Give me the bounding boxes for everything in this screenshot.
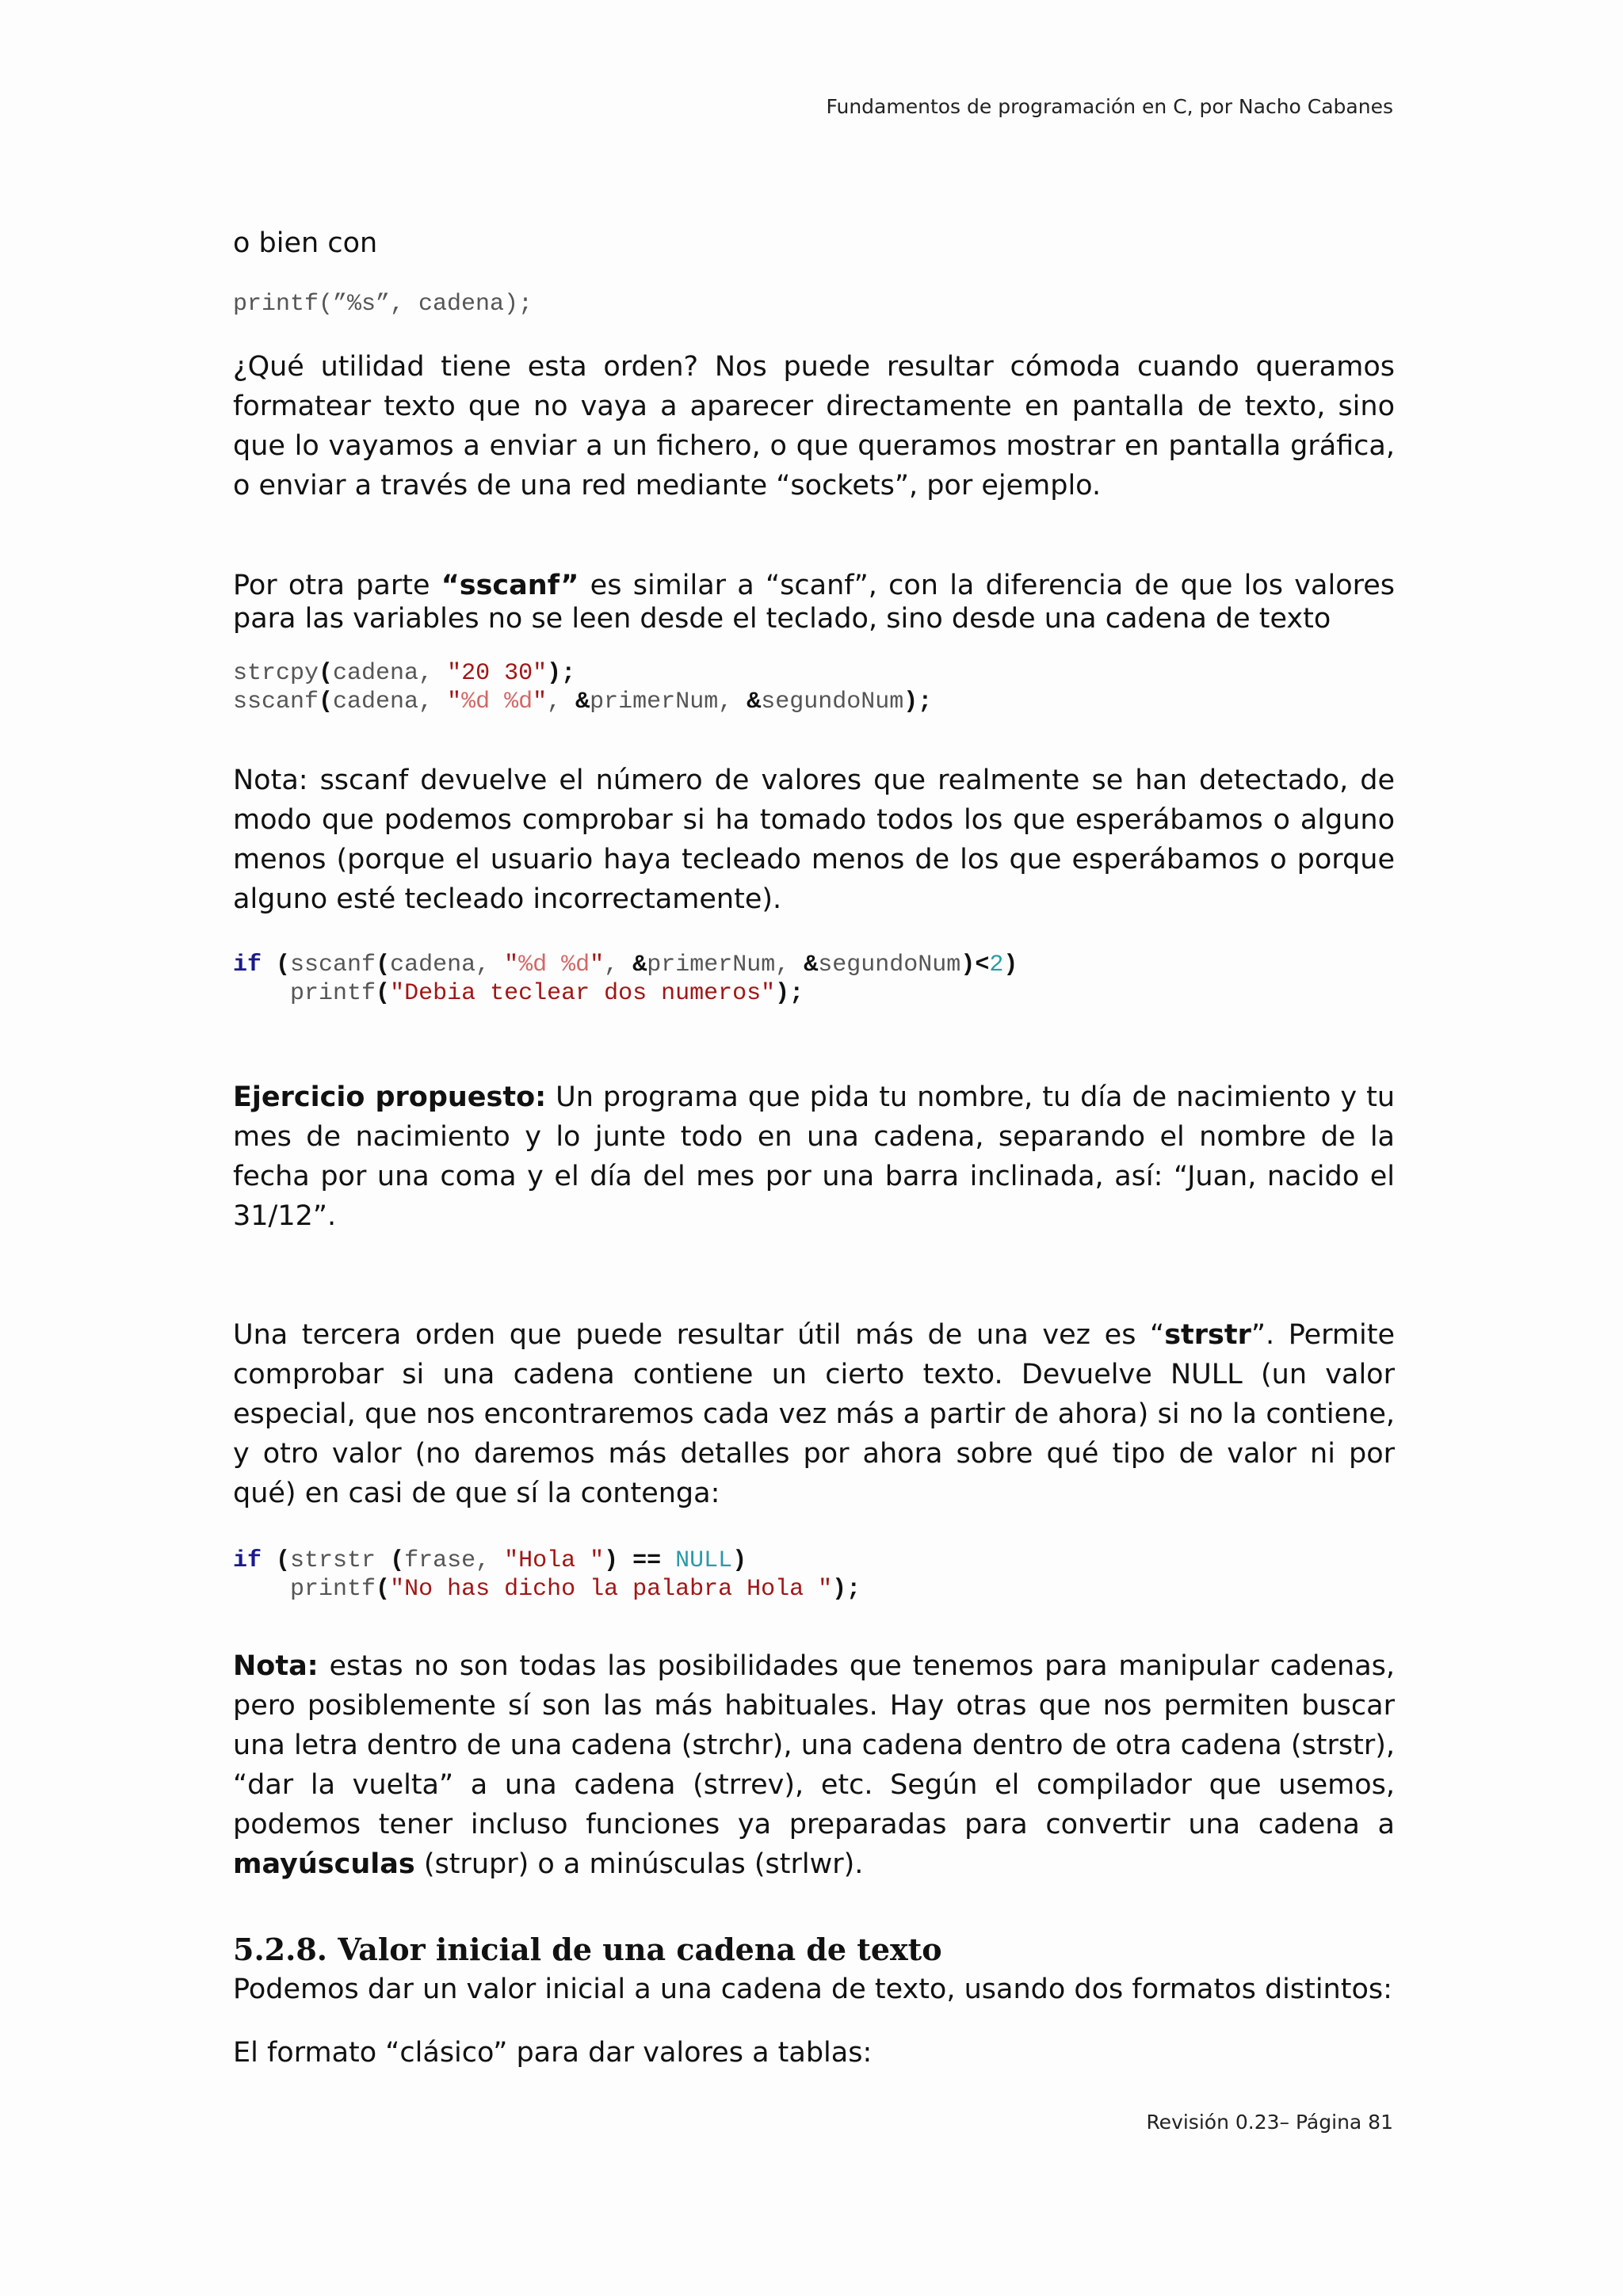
paragraph-nota-sscanf: Nota: sscanf devuelve el número de valores que realmente se han detectado, de modo que podemos comprobar si ha tomado todos los que esperábamos o alguno menos (porque el usuario haya tecleado menos de los que esperábamos o porque alguno esté tecleado incorrectamente). bbox=[233, 765, 1395, 915]
paragraph-valor-inicial: Podemos dar un valor inicial a una cadena de texto, usando dos formatos distintos: bbox=[233, 1974, 1392, 2005]
section-heading: 5.2.8. Valor inicial de una cadena de texto bbox=[233, 1932, 942, 1967]
code-line: strcpy(cadena, "20 30"); bbox=[233, 660, 576, 687]
paragraph-o-bien-con: o bien con bbox=[233, 227, 378, 259]
code-line: if (strstr (frase, "Hola ") == NULL) bbox=[233, 1547, 747, 1574]
code-line: sscanf(cadena, "%d %d", &primerNum, &segundoNum); bbox=[233, 688, 933, 715]
bold-mayusculas: mayúsculas bbox=[233, 1848, 415, 1880]
bold-sscanf: “sscanf” bbox=[441, 570, 579, 601]
bold-nota: Nota: bbox=[233, 1650, 319, 1682]
bold-strstr: strstr bbox=[1164, 1319, 1251, 1351]
paragraph-sscanf-intro: Por otra parte “sscanf” es similar a “scanf”, con la diferencia de que los valores para las variables no se leen desde el teclado, sino desde una cadena de texto bbox=[233, 570, 1395, 635]
code-printf-cadena: printf(”%s”, cadena); bbox=[233, 291, 533, 318]
code-line: printf("No has dicho la palabra Hola "); bbox=[290, 1576, 861, 1603]
paragraph-formato-clasico: El formato “clásico” para dar valores a tablas: bbox=[233, 2037, 873, 2069]
page-content bbox=[233, 223, 1395, 2073]
bold-ejercicio: Ejercicio propuesto: bbox=[233, 1081, 547, 1113]
paragraph-strstr: Una tercera orden que puede resultar útil más de una vez es “strstr”. Permite comprobar si una cadena contiene un cierto texto. Devuelve NULL (un valor especial, que nos encontraremos cada vez más a partir de ahora) si no la contiene, y otro valor (no daremos más detalles por ahora sobre qué tipo de valor ni por qué) en casi de que sí la contenga: bbox=[233, 1319, 1395, 1509]
paragraph-nota-cadenas: Nota: estas no son todas las posibilidades que tenemos para manipular cadenas, pero posiblemente sí son las más habituales. Hay otras que nos permiten buscar una letra dentro de una cadena (strchr), una cadena dentro de otra cadena (strstr), “dar la vuelta” a una cadena (strrev), etc. Según el compilador que usemos, podemos tener incluso funciones ya preparadas para convertir una cadena a mayúsculas (strupr) o a minúsculas (strlwr). bbox=[233, 1650, 1395, 1880]
paragraph-utilidad: ¿Qué utilidad tiene esta orden? Nos puede resultar cómoda cuando queramos formatear texto que no vaya a aparecer directamente en pantalla de texto, sino que lo vayamos a enviar a un fichero, o que queramos mostrar en pantalla gráfica, o enviar a través de una red mediante “sockets”, por ejemplo. bbox=[233, 351, 1395, 502]
code-line: printf("Debia teclear dos numeros"); bbox=[290, 980, 804, 1007]
paragraph-ejercicio-propuesto: Ejercicio propuesto: Un programa que pida tu nombre, tu día de nacimiento y tu mes de nacimiento y lo junte todo en una cadena, separando el nombre de la fecha por una coma y el día del mes por una barra inclinada, así: “Juan, nacido el 31/12”. bbox=[233, 1081, 1396, 1232]
page-footer: Revisión 0.23– Página 81 bbox=[1146, 2111, 1393, 2134]
code-block-if-sscanf bbox=[233, 951, 1395, 1008]
code-block-if-strstr bbox=[233, 1547, 1395, 1604]
code-line: if (sscanf(cadena, "%d %d", &primerNum, &segundoNum)<2) bbox=[233, 952, 1018, 978]
page-header: Fundamentos de programación en C, por Nacho Cabanes bbox=[826, 95, 1393, 118]
code-block-sscanf bbox=[233, 659, 1395, 716]
